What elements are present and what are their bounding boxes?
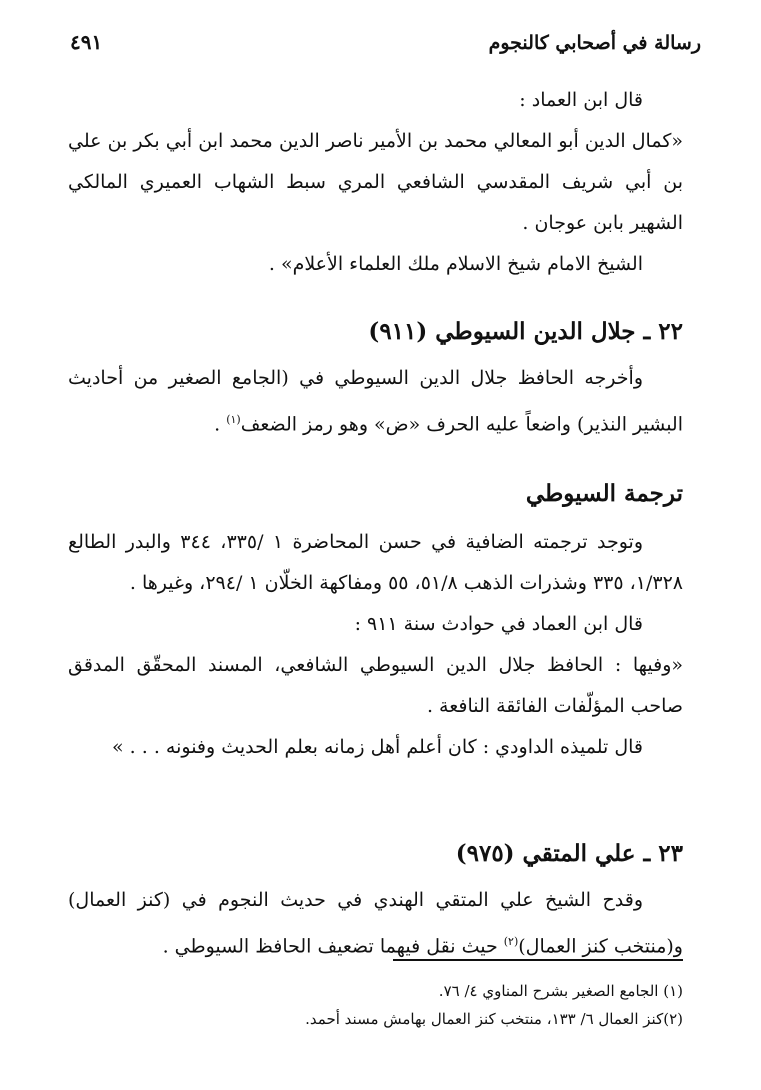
paragraph-kamal-al-din: «كمال الدين أبو المعالي محمد بن الأمير ناصر الدين محمد ابن أبي بكر بن علي بن أبي شريف المقدسي الشافعي المري سبط الشهاب العميري المالكي الشهير بابن عوجان . — [68, 130, 683, 234]
paragraph-sources: وتوجد ترجمته الضافية في حسن المحاضرة ١ /٣٣٥، ٣٤٤ والبدر الطالع ١/٣٢٨، ٣٣٥ وشذرات الذهب ٥١/٨، ٥٥ ومفاكهة الخلّان ١ /٢٩٤، وغيرها . — [68, 531, 683, 594]
section-heading-tarjama: ترجمة السيوطي — [525, 480, 683, 507]
section-heading-23: ٢٣ ـ علي المتقي (٩٧٥) — [455, 840, 683, 867]
tarjama-block — [68, 522, 683, 768]
intro-quote-block — [68, 121, 683, 285]
section-heading-22: ٢٢ ـ جلال الدين السيوطي (٩١١) — [368, 318, 683, 345]
paragraph-muttaqi — [68, 880, 683, 967]
running-header-title: رسالة في أصحابي كالنجوم — [488, 32, 701, 54]
paragraph-dawudi: قال تلميذه الداودي : كان أعلم أهل زمانه بعلم الحديث وفنونه . . . » — [112, 736, 643, 758]
page-number: ٤٩١ — [70, 30, 103, 54]
paragraph-text: وأخرجه الحافظ جلال الدين السيوطي في (الجامع الصغير من أحاديث البشير النذير) واضعاً عليه الحرف «ض» وهو رمز الضعف — [68, 367, 683, 436]
footnote-divider — [393, 959, 683, 961]
footnote-2: (٢)كنز العمال ٦/ ١٣٣، منتخب كنز العمال بهامش مسند أحمد. — [305, 1010, 683, 1028]
paragraph-qala-ibn-al-imad: قال ابن العماد : — [519, 89, 643, 111]
paragraph-end: . — [214, 413, 227, 436]
paragraph-wa-fiha: «وفيها : الحافظ جلال الدين السيوطي الشافعي، المسند المحقّق المدقق صاحب المؤلّفات الفائقة النافعة . — [68, 654, 683, 717]
footnote-ref-1[interactable]: (١) — [226, 413, 241, 426]
intro-line — [68, 80, 683, 121]
paragraph-text: وقدح الشيخ علي المتقي الهندي في حديث النجوم في (كنز العمال) و(منتخب كنز العمال) — [68, 889, 683, 958]
paragraph-al-shaykh-al-imam: الشيخ الامام شيخ الاسلام ملك العلماء الأعلام» . — [268, 253, 643, 275]
footnote-1: (١) الجامع الصغير بشرح المناوي ٤/ ٧٦. — [438, 982, 683, 1000]
paragraph-hawadith: قال ابن العماد في حوادث سنة ٩١١ : — [354, 613, 643, 635]
paragraph-suyuti-jami — [68, 358, 683, 445]
footnote-ref-2[interactable]: (٢) — [503, 935, 519, 948]
paragraph-rest: حيث نقل فيهما تضعيف الحافظ السيوطي . — [162, 935, 504, 958]
